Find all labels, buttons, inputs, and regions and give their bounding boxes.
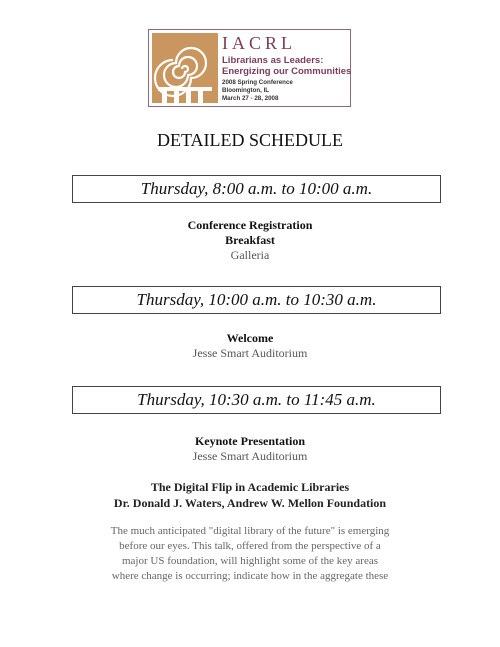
- page-title: DETAILED SCHEDULE: [156, 130, 344, 150]
- session-item: Keynote Presentation: [194, 434, 306, 448]
- description-line: where change is occurring; indicate how in the aggregate these: [111, 570, 389, 582]
- session-time-box: Thursday, 10:30 a.m. to 11:45 a.m.: [72, 386, 441, 414]
- session-location: Jesse Smart Auditorium: [192, 346, 308, 360]
- logo-conference: 2008 Spring Conference: [222, 79, 293, 86]
- conference-logo: [148, 29, 351, 107]
- session-item: Welcome: [226, 331, 274, 345]
- session-details: [0, 434, 500, 464]
- session-details: [0, 218, 500, 263]
- session-location: Jesse Smart Auditorium: [192, 449, 308, 463]
- description-line: The much anticipated "digital library of the future" is emerging: [110, 525, 390, 537]
- session-item: Breakfast: [225, 233, 275, 247]
- logo-location: Bloomington, IL: [222, 87, 270, 94]
- logo-dates: March 27 - 28, 2008: [222, 95, 279, 102]
- keynote-speaker: Dr. Donald J. Waters, Andrew W. Mellon Foundation: [113, 496, 387, 510]
- session-time-box: Thursday, 8:00 a.m. to 10:00 a.m.: [72, 175, 441, 203]
- session-item: Conference Registration: [187, 218, 313, 232]
- session-location: Galleria: [230, 248, 270, 262]
- logo-title: IACRL: [222, 33, 296, 53]
- logo-conference-info: [222, 79, 293, 103]
- description-line: major US foundation, will highlight some of the key areas: [121, 555, 378, 567]
- ionic-column-icon: [152, 33, 218, 103]
- keynote-description: [0, 524, 500, 584]
- keynote-title: The Digital Flip in Academic Libraries: [150, 480, 350, 494]
- logo-subtitle-line2: Energizing our Communities: [222, 66, 352, 77]
- logo-subtitle: [222, 55, 351, 77]
- description-line: before our eyes. This talk, offered from the perspective of a: [119, 540, 381, 552]
- keynote-talk: [0, 479, 500, 511]
- session-time-box: Thursday, 10:00 a.m. to 10:30 a.m.: [72, 286, 441, 314]
- logo-subtitle-line1: Librarians as Leaders:: [222, 55, 324, 66]
- session-details: [0, 331, 500, 361]
